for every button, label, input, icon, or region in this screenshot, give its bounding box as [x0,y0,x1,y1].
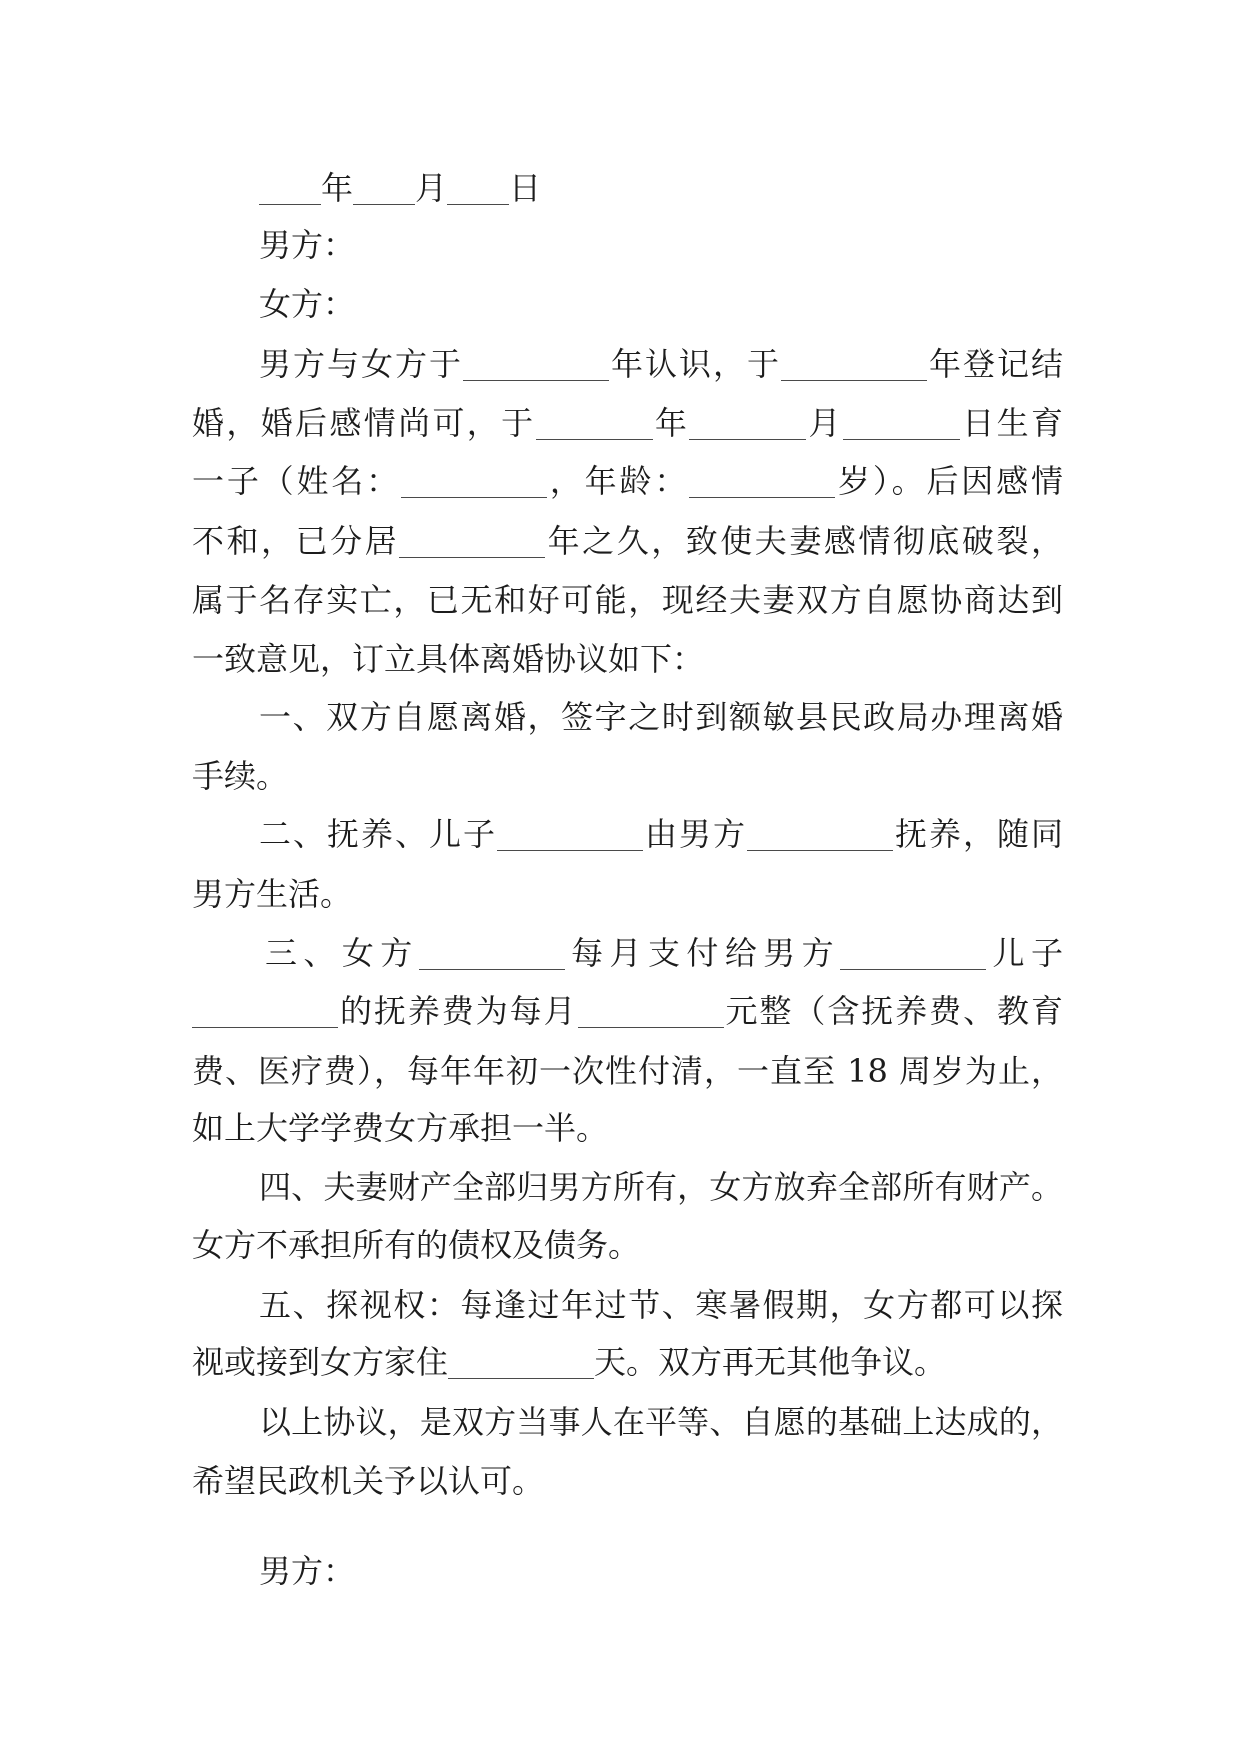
date-month-blank [353,204,415,205]
clause-4-line-2: 女方不承担所有的债权及债务。 [192,1226,641,1264]
clause-1-line-2: 手续。 [192,757,289,795]
intro-line-3 [192,452,1063,511]
clause-3-father-blank [840,969,986,970]
clause-2-line-1 [259,805,1063,864]
clause-text: 抚养，随同 [892,815,1063,853]
clause-2-line-2: 男方生活。 [192,875,353,913]
clause-3-mother-blank [419,969,565,970]
intro-text: 月 [806,404,843,442]
intro-text: 婚，婚后感情尚可，于 [192,404,536,442]
clause-3-line-2 [192,982,1063,1041]
birth-year-blank [536,439,653,440]
acquaintance-year-blank [463,380,609,381]
intro-text: 不和，已分居 [192,522,400,560]
month-unit: 月 [415,169,448,207]
year-unit: 年 [321,169,354,207]
clause-text: 每月支付给男方 [564,934,841,972]
closing-line-2: 希望民政机关予以认可。 [192,1462,545,1500]
clause-text: 三、女方 [265,934,419,972]
visitation-days-blank [448,1378,594,1379]
son-age-blank [689,497,835,498]
clause-text: 由男方 [642,815,747,853]
clause-2-son-blank [497,850,643,851]
clause-1-line-1: 一、双方自愿离婚，签字之时到额敏县民政局办理离婚 [259,698,1063,736]
male-party-label: 男方： [259,226,356,264]
intro-text: 岁）。后因感情 [835,462,1063,500]
clause-text: 二、抚养、儿子 [259,815,497,853]
date-day-blank [447,204,509,205]
intro-text: 一子（姓名： [192,462,401,500]
clause-3-line-3: 费、医疗费），每年年初一次性付清，一直至 18 周岁为止， [192,1052,1063,1090]
clause-text: 视或接到女方家住 [192,1343,449,1381]
intro-text: 年认识，于 [608,345,781,383]
marriage-year-blank [781,380,927,381]
date-line [259,159,1063,218]
clause-5-line-1: 五、探视权：每逢过年过节、寒暑假期，女方都可以探 [259,1286,1063,1324]
separation-years-blank [399,557,545,558]
intro-text: 年登记结 [926,345,1063,383]
intro-text: 日生育 [959,404,1063,442]
clause-3-amount-blank [578,1027,724,1028]
intro-text: 年之久，致使夫妻感情彻底破裂， [545,522,1063,560]
clause-3-line-1 [265,924,1063,983]
intro-line-6: 一致意见，订立具体离婚协议如下： [192,640,705,678]
birth-day-blank [843,439,960,440]
intro-line-5: 属于名存实亡，已无和好可能，现经夫妻双方自愿协商达到 [192,581,1063,619]
clause-5-line-2 [192,1333,1063,1392]
clause-4-line-1: 四、夫妻财产全部归男方所有，女方放弃全部所有财产。 [259,1168,1063,1206]
clause-3-son-blank [192,1027,338,1028]
clause-2-guardian-blank [747,850,893,851]
birth-month-blank [689,439,806,440]
closing-line-1: 以上协议，是双方当事人在平等、自愿的基础上达成的， [259,1403,1063,1441]
signature-male-label: 男方： [259,1552,356,1590]
son-name-blank [401,497,547,498]
intro-line-1 [259,335,1063,394]
clause-text: 儿子 [986,934,1063,972]
day-unit: 日 [509,169,542,207]
intro-text: 男方与女方于 [259,345,463,383]
female-party-label: 女方： [259,285,356,323]
clause-3-line-4: 如上大学学费女方承担一半。 [192,1109,609,1147]
intro-text: ，年龄： [547,462,690,500]
intro-line-2 [192,394,1063,453]
intro-line-4 [192,512,1063,571]
clause-text: 元整（含抚养费、教育 [723,992,1063,1030]
clause-text: 的抚养费为每月 [338,992,578,1030]
clause-text: 天。双方再无其他争议。 [594,1343,947,1381]
date-year-blank [259,204,321,205]
intro-text: 年 [652,404,690,442]
